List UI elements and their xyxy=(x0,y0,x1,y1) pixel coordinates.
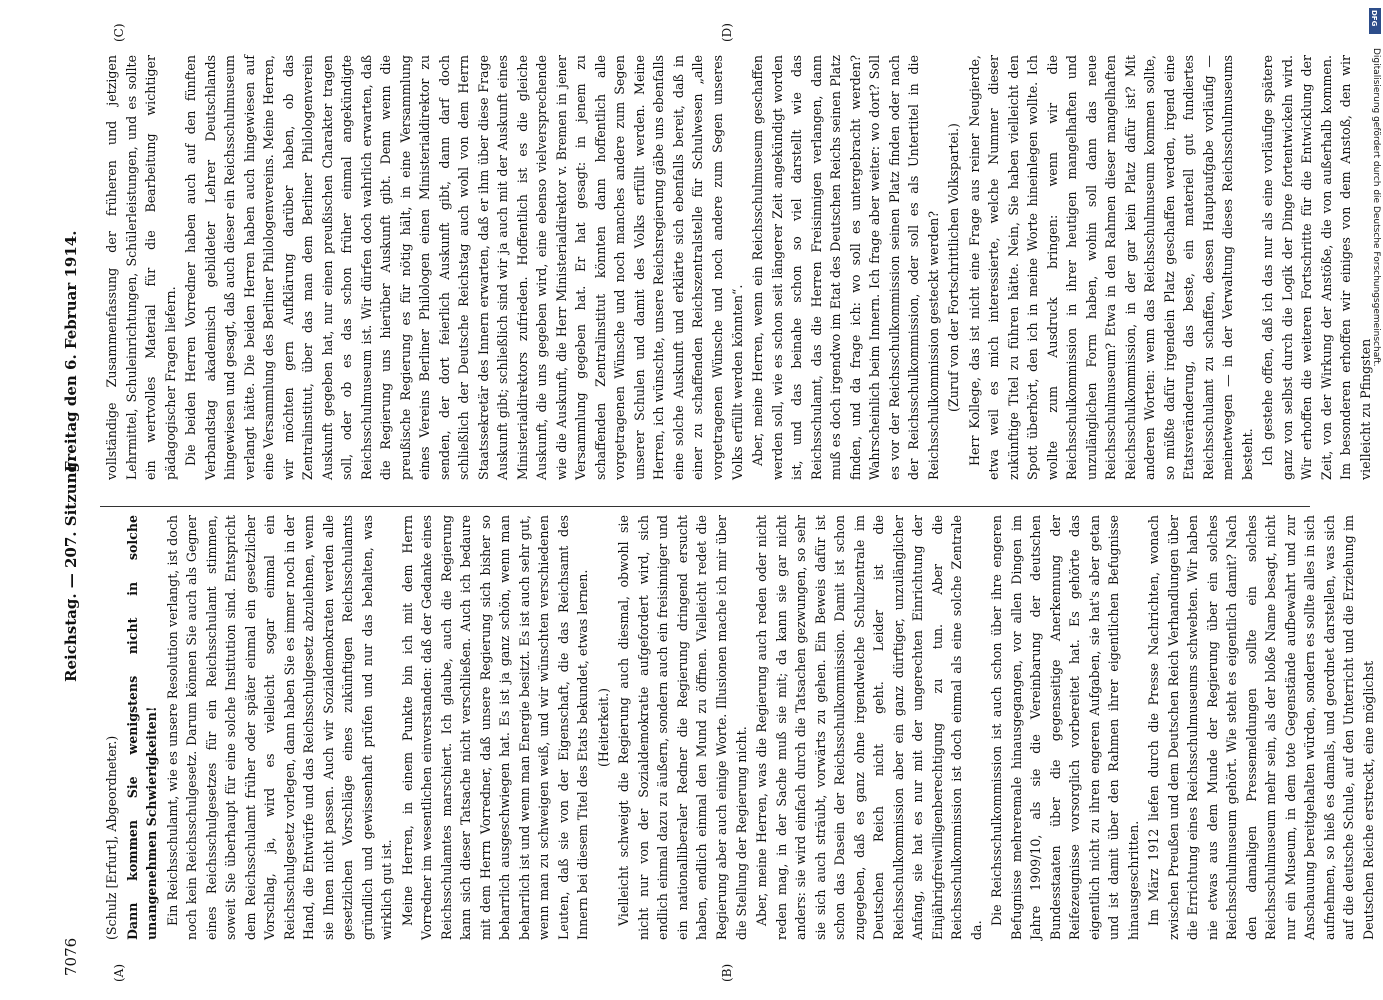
column-divider xyxy=(100,506,1310,507)
margin-label-d: (D) xyxy=(720,23,734,42)
paragraph: Im März 1912 liefen durch die Presse Nachrichten, wonach zwischen Preußen und dem Deutschen Reich Verhandlungen über die Errichtung eines Reichsschulmuseums schwebten. Wir haben nie etwas aus dem Munde der Regierung über ein solches Reichsschulmuseum gehört. Wie steht es eigentlich damit? Nach den damaligen Pressemeldungen sollte ein solches Reichsschulmuseum mehr sein, als der bloße Name besagt, nicht nur ein Museum, in dem tote Gegenstände aufbewahrt und zur Anschauung bereitgehalten würden, sondern es sollte alles in sich aufnehmen, so hieß es damals, und geordnet darstellen, was sich auf die deutsche Schule, auf den Unterricht und die Erziehung im Deutschen Reiche erstreckt, eine möglichst xyxy=(1146,515,1376,940)
paragraph: vollständige Zusammenfassung der früheren und jetzigen Lehrmittel, Schuleinrichtungen, Schülerleistungen, und es sollte ein wertvolles Material für die Bearbeitung wichtiger pädagogischer Fragen liefern. xyxy=(104,55,178,480)
session-date: Freitag den 6. Februar 1914. xyxy=(62,230,80,472)
paragraph: Vielleicht schweigt die Regierung auch diesmal, obwohl sie nicht nur von der Sozialdemokratie aufgefordert wird, sich endlich einmal dazu zu äußern, sondern auch ein freisinniger und ein nationalliberaler Redner die Regierung dringend ersucht haben, endlich einmal den Mund zu öffnen. Vielleicht redet die Regierung aber auch einige Worte. Illusionen mache ich mir über die Stellung der Regierung nicht. xyxy=(616,515,749,940)
paragraph: Ein Reichsschulamt, wie es unsere Resolution verlangt, ist doch noch kein Reichsschulgesetz. Darum können Sie auch als Gegner eines Reichsschulgesetzes für ein Reichsschulamt stimmen, soweit Sie überhaupt für eine solche Institution sind. Entspricht dem Reichsschulamt früher oder später einmal ein gesetzlicher Vorschlag, ja, wird es vielleicht sogar einmal ein Reichsschulgesetz vorlegen, dann haben Sie es immer noch in der Hand, die Entwürfe und das Reichsschulgesetz abzulehnen, wenn sie Ihnen nicht passen. Auch wir Sozialdemokraten werden alle gesetzlichen Vorschläge eines zukünftigen Reichsschulamts gründlich und gewissenhaft prüfen und nur das behalten, was wirklich gut ist. xyxy=(164,515,395,940)
paragraph: Die beiden Herren Vorredner haben auch auf den fünften Verbandstag akademisch gebildeter Lehrer Deutschlands hingewiesen und gesagt, daß auch dieser ein Reichsschulmuseum verlangt hätte. Die beiden Herren haben auch hingewiesen auf eine Versammlung des Berliner Philologenvereins. Meine Herren, wir möchten gern Aufklärung darüber haben, ob das Zentralinstitut, über das man dem Berliner Philologenverein Auskunft gegeben hat, nur einen preußischen Charakter tragen soll, oder ob es das schon früher einmal angekündigte Reichsschulmuseum ist. Wir dürfen doch wahrlich erwarten, daß die Regierung uns hierüber Auskunft gibt. Denn wenn die preußische Regierung es für nötig hält, in eine Versammlung eines Vereins Berliner Philologen einen Ministerialdirektor zu senden, der dort feierlich Auskunft gibt, dann darf doch schließlich der Deutsche Reichstag auch wohl von dem Herrn Staatssekretär des Innern erwarten, daß er ihm über diese Frage Auskunft gibt; schließlich sind wir ja auch mit der Auskunft eines Ministerialdirektors zufrieden. Hoffentlich ist es die gleiche Auskunft, die uns gegeben wird, eine ebenso vielversprechende wie die Auskunft, die Herr Ministerialdirektor v. Bremen in jener Versammlung gegeben hat. Er hat gesagt: in jenem zu schaffenden Zentralinstitut könnten dann hoffentlich alle vorgetragenen Wünsche und noch manches andere zum Segen unserer Schulen und damit des Volks erfüllt werden. Meine Herren, ich wünschte, unsere Reichsregierung gäbe uns ebenfalls eine solche Auskunft und erklärte sich ebenfalls bereit, daß in einer zu schaffenden Reichszentralstelle für Schulwesen „alle vorgetragenen Wünsche und noch andere zum Segen unseres Volks erfüllt werden könnten“. xyxy=(183,55,745,480)
margin-label-a: (A) xyxy=(112,963,126,982)
paragraph: Aber, meine Herren, was die Regierung auch reden oder nicht reden mag, in der Sache muß sie mit; da kann sie gar nicht anders: sie wird einfach durch die Tatsachen gezwungen, so sehr sie sich auch sträubt, vorwärts zu gehen. Ein Beweis dafür ist schon das Dasein der Reichsschulkommission. Damit ist schon zugegeben, daß es ganz ohne irgendwelche Schulzentrale im Deutschen Reich nicht geht. Leider ist die Reichsschulkommission aber ein ganz dürftiger, unzulänglicher Anfang, sie hat es nur mit der ungerechten Einrichtung der Einjährigfreiwilligenberechtigung zu tun. Aber die Reichsschulkommission ist doch einmal als eine solche Zentrale da. xyxy=(754,515,984,940)
paragraph: Ich gestehe offen, daß ich das nur als eine vorläufige spätere ganz von selbst durch die Logik der Dinge fortentwickeln wird. Wir erhoffen die weiteren Fortschritte für die Entwicklung der Zeit, von der Wirkung der Anstöße, die von außerhalb kommen. Im besonderen erhoffen wir einiges von dem Anstoß, den wir vielleicht zu Pfingsten xyxy=(1260,55,1373,480)
speaker-label: (Schulz [Erfurt], Abgeordneter.) xyxy=(104,735,119,940)
credit-text: Digitalisierung gefördert durch die Deutsche Forschungsgemeinschaft. xyxy=(1371,48,1381,367)
right-column xyxy=(102,55,1373,480)
session-title: Reichstag. — 207. Sitzung. xyxy=(62,456,80,682)
paragraph: Die Reichsschulkommission ist auch schon über ihre engeren Befugnisse mehreremale hinausgegangen, vor allen Dingen im Jahre 1909/10, als sie die Vereinbarung der deutschen Bundesstaaten über die gegenseitige Anerkennung der Reifezeugnisse vorsorglich vorbereitet hat. Es gehörte das eigentlich nicht zu ihren engeren Aufgaben, sie hat's aber getan und ist damit über den Rahmen ihrer eigentlichen Befugnisse hinausgeschritten. xyxy=(989,515,1141,940)
paragraph: Dann kommen Sie wenigstens nicht in solche unangenehmen Schwierigkeiten! xyxy=(124,515,160,940)
digitization-credit xyxy=(1370,8,1383,993)
margin-label-b: (B) xyxy=(720,963,734,982)
interjection: (Heiterkeit.) xyxy=(595,688,611,767)
paragraph: Aber, meine Herren, wenn ein Reichsschulmuseum geschaffen werden soll, wie es schon seit längerer Zeit angekündigt worden ist, und das beinahe schon so viel darstellt wie das Reichsschulamt, das die Herren Freisinnigen verlangen, dann muß es doch irgendwo im Etat des Deutschen Reichs seinen Platz finden, und da frage ich: wo soll es untergebracht werden? Wahrscheinlich beim Innern. Ich frage aber weiter: wo dort? Soll es vor der Reichsschulkommission seinen Platz finden oder nach der Reichsschulkommission, oder soll es als Untertitel in die Reichsschulkommission gesteckt werden? xyxy=(750,55,941,480)
dfg-logo-text: DFG xyxy=(1370,10,1378,27)
interjection: (Zuruf von der Fortschrittlichen Volkspartei.) xyxy=(946,123,962,412)
paragraph: Meine Herren, in einem Punkte bin ich mit dem Herrn Vorredner im wesentlichen einverstanden: daß der Gedanke eines Reichsschulamtes marschiert. Ich glaube, auch die Regierung kann sich dieser Tatsache nicht verschließen. Auch ich bedaure mit dem Herrn Vorredner, daß unsere Regierung sich bisher so beharrlich ausgeschwiegen hat. Es ist ja ganz schön, wenn man beharrlich ist und wenn man Energie besitzt. Es ist auch sehr gut, wenn man zu schweigen weiß, und wir wünschten verschiedenen Leuten, daß sie von der Eigenschaft, die das Reichsamt des Innern bei diesem Titel des Etats bekundet, etwas lernen. xyxy=(399,515,591,940)
page-number: 7076 xyxy=(62,937,80,976)
margin-label-c: (C) xyxy=(112,23,126,42)
left-column xyxy=(102,515,1376,940)
paragraph: Herr Kollege, das ist nicht eine Frage aus reiner Neugierde, etwa weil es mich interessierte, welche Nummer dieser zukünftige Titel zu führen hätte. Nein, Sie haben vielleicht den Spott überhört, den ich in meine Worte hineinlegen wollte. Ich wollte zum Ausdruck bringen: wenn wir die Reichsschulkommission in ihrer heutigen mangelhaften und unzulänglichen Form haben, wohin soll dann das neue Reichsschulmuseum? Etwa in den Rahmen dieser mangelhaften Reichsschulkommission, in der gar kein Platz dafür ist? Mit anderen Worten: wenn das Reichsschulmuseum kommen sollte, so müßte dafür irgendein Platz geschaffen werden, irgend eine Etatsveränderung, das beste, ein materiell gut fundiertes Reichsschulamt zu schaffen, dessen Hauptaufgabe vorläufig — meinetwegen — in der Verwaltung dieses Reichsschulmuseums besteht. xyxy=(966,55,1255,480)
